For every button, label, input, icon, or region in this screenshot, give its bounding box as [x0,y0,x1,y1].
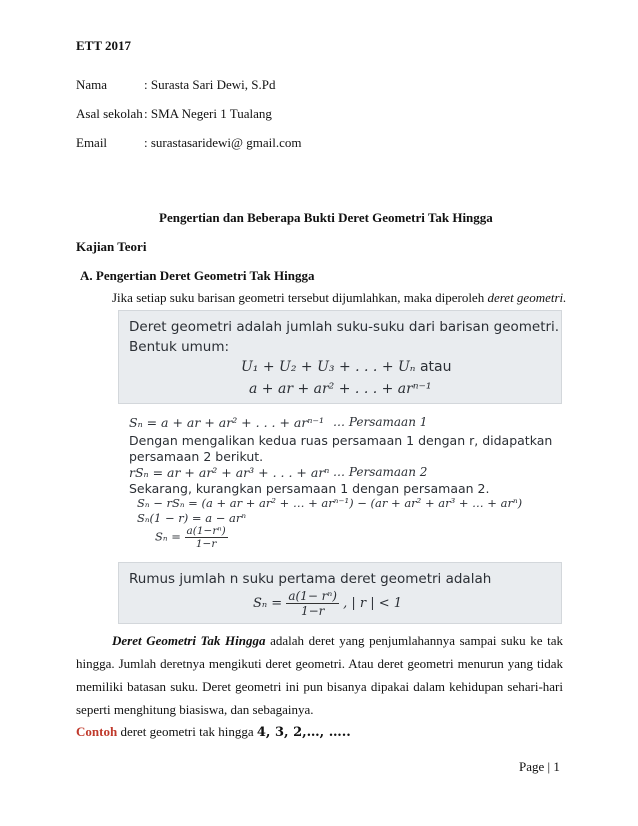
general-form-a: a + ar + ar² + . . . + arⁿ⁻¹ [249,381,432,397]
derivation-eq1: Sₙ = a + ar + ar² + . . . + arⁿ⁻¹ [129,415,325,430]
example-label: Contoh [76,724,118,739]
derivation-text2: persamaan 2 berikut. [129,449,264,464]
formula-denominator: 1−r [300,604,325,618]
paragraph-term: Deret Geometri Tak Hingga [112,633,266,648]
derivation-eq5-denominator: 1−r [195,538,217,550]
intro-term: deret geometri. [487,290,567,305]
derivation-eq5 [155,525,228,550]
formula-numerator: a(1− rⁿ) [288,589,337,603]
derivation-note2: … Persamaan 2 [333,465,428,479]
definition-panel [118,310,562,404]
general-form-or: atau [419,359,452,375]
page-number: Page | 1 [519,759,560,774]
formula-text: Rumus jumlah n suku pertama deret geometri adalah [129,571,492,587]
identity-school-label: Asal sekolah [76,106,143,121]
derivation-note1: … Persamaan 1 [333,415,428,429]
paragraph-text: adalah deret yang penjumlahannya sampai suku ke tak hingga. Jumlah deretnya mengikuti deret geometri. Atau deret geometri menurun yang tidak memiliki batasan suku. Deret geometri ini pun bisanya dipakai dalam kehidupan sehari-hari seperti menghitung biasiswa, dan sebagainya. [76,633,563,717]
identity-email-value: : surastasaridewi@ gmail.com [144,135,302,150]
formula-panel [118,562,562,624]
derivation-eq4: Sₙ(1 − r) = a − arⁿ [137,511,247,525]
example-line [76,724,351,741]
intro-text: Jika setiap suku barisan geometri tersebut dijumlahkan, maka diperoleh [112,290,488,305]
document-header: ETT 2017 [76,38,132,53]
formula-condition: , | r | < 1 [343,596,403,611]
definition-paragraph [76,629,563,721]
derivation-text3: Sekarang, kurangkan persamaan 1 dengan persamaan 2. [129,481,490,496]
example-sequence: 4, 3, 2,…, ….. [256,725,351,740]
identity-name-label: Nama [76,77,108,92]
derivation-text1: Dengan mengalikan kedua ruas persamaan 1 dengan r, didapatkan [129,433,553,448]
section-heading: Kajian Teori [76,239,147,254]
derivation-eq5-fraction [185,525,228,550]
intro-sentence [112,290,566,306]
general-form-label: Bentuk umum: [129,339,230,355]
derivation-eq3: Sₙ − rSₙ = (a + ar + ar² + … + arⁿ⁻¹) − (ar + ar² + ar³ + … + arⁿ) [137,496,523,510]
derivation-eq5-lhs: Sₙ = [155,529,181,544]
identity-email-label: Email [76,135,108,150]
general-form-u-eq: U₁ + U₂ + U₃ + . . . + Uₙ [241,359,416,375]
formula-lhs: Sₙ = [253,596,283,611]
formula-fraction [286,589,339,618]
identity-name-value: : Surasta Sari Dewi, S.Pd [144,77,276,92]
identity-school-value: : SMA Negeri 1 Tualang [144,106,272,121]
subsection-heading: A. Pengertian Deret Geometri Tak Hingga [80,268,315,283]
definition-line: Deret geometri adalah jumlah suku-suku dari barisan geometri. [129,319,560,335]
derivation-eq2: rSₙ = ar + ar² + ar³ + . . . + arⁿ [129,465,330,480]
example-text: deret geometri tak hingga [117,724,257,739]
derivation-panel [118,410,562,556]
formula-expression [253,589,402,618]
document-title: Pengertian dan Beberapa Bukti Deret Geometri Tak Hingga [159,210,493,225]
derivation-eq5-numerator: a(1−rⁿ) [186,525,226,537]
general-form-u [241,359,451,375]
